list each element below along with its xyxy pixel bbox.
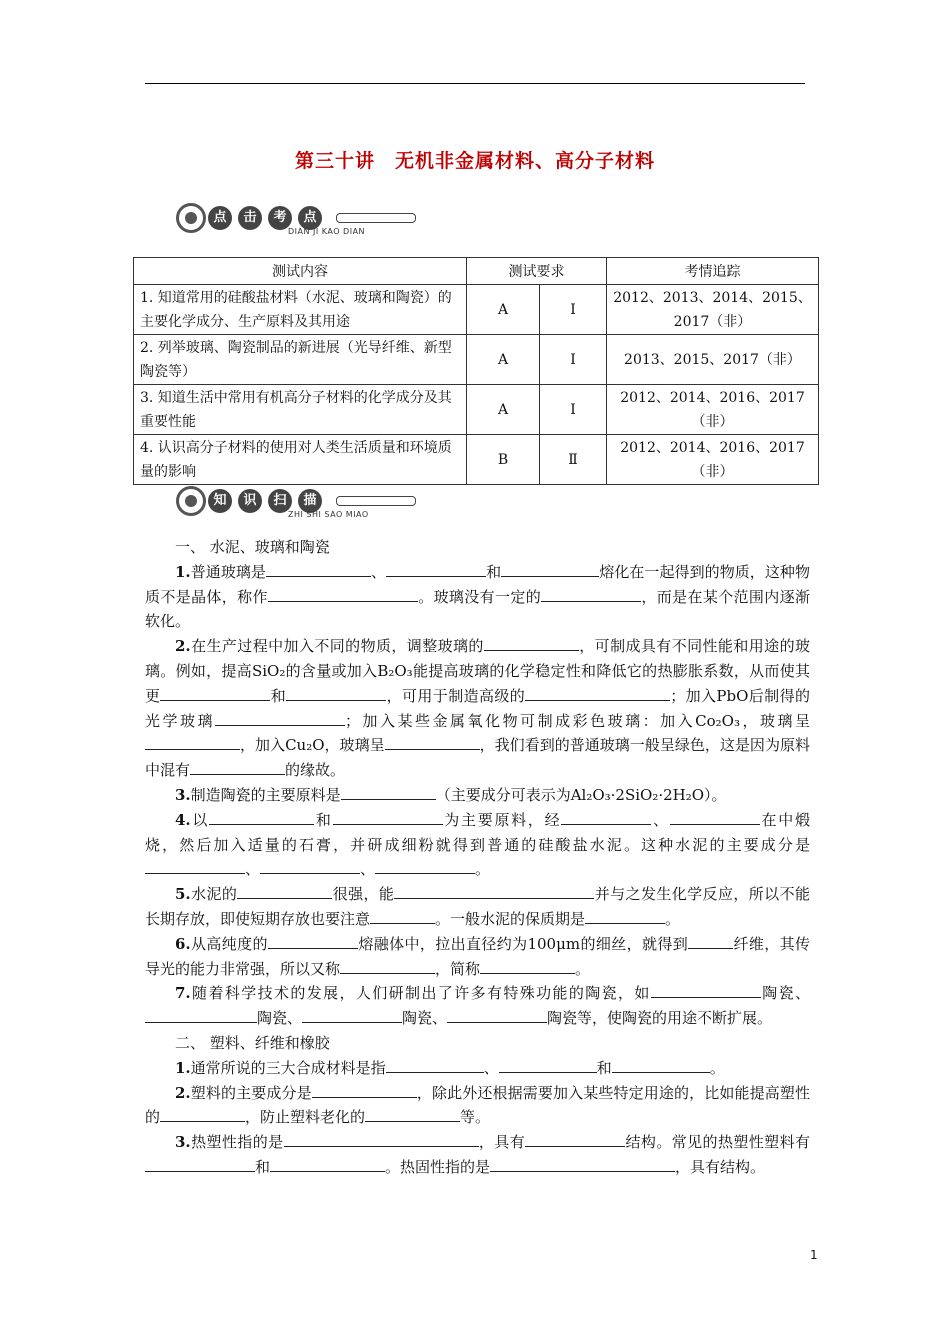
question-9	[145, 1081, 810, 1131]
cell-grade: Ⅰ	[540, 285, 607, 335]
header-rule	[145, 83, 805, 84]
section-heading: 一、 水泥、玻璃和陶瓷	[175, 538, 330, 556]
question-text: 并与之发生化学反应，所以不能长期存放，即使短期存放也要注意	[145, 885, 810, 928]
question-text: ，除此外还根据需要加入某些特定用途的，比如能提高塑性的	[145, 1083, 810, 1127]
question-text: 熔融体中，拉出直径约为100μm的细丝，就得到	[357, 934, 689, 953]
question-5	[145, 882, 810, 932]
cell-level: A	[467, 285, 540, 335]
answer-blank[interactable]	[394, 883, 594, 899]
table-row	[134, 385, 819, 435]
question-text: 和	[596, 1058, 612, 1077]
answer-blank[interactable]	[190, 759, 285, 775]
question-7	[145, 981, 810, 1031]
cell-content: 1. 知道常用的硅酸盐材料（水泥、玻璃和陶瓷）的主要化学成分、生产原料及其用途	[134, 285, 467, 335]
question-text: 制造陶瓷的主要原料是	[190, 785, 341, 804]
badge-char: 描	[298, 489, 322, 513]
badge-subtitle: DIAN JI KAO DIAN	[288, 227, 366, 236]
badge-char: 点	[298, 206, 322, 230]
cell-content: 3. 知道生活中常用有机高分子材料的化学成分及其重要性能	[134, 385, 467, 435]
header-content: 测试内容	[134, 258, 467, 285]
question-text: 很强，能	[332, 885, 395, 904]
answer-blank[interactable]	[525, 1131, 625, 1147]
table-row	[134, 435, 819, 485]
header-requirement: 测试要求	[467, 258, 607, 285]
badge-bar	[336, 213, 416, 223]
question-8	[145, 1056, 810, 1081]
table-row	[134, 335, 819, 385]
answer-blank[interactable]	[651, 982, 761, 998]
badge-char: 知	[208, 489, 232, 513]
question-text: 陶瓷、	[402, 1009, 448, 1028]
badge-char: 识	[238, 489, 262, 513]
answer-blank[interactable]	[268, 586, 418, 602]
question-text: 的缘故。	[285, 761, 346, 780]
worksheet-body	[145, 535, 810, 1180]
answer-blank[interactable]	[302, 1007, 402, 1023]
question-text: 和	[486, 562, 502, 581]
question-number: 2.	[175, 1083, 191, 1102]
answer-blank[interactable]	[386, 561, 486, 577]
cell-grade: Ⅰ	[540, 385, 607, 435]
section-badge-dianjikaodian	[176, 203, 421, 239]
question-text: ，加入Cu₂O，玻璃呈	[240, 736, 385, 755]
badge-emblem-icon	[176, 486, 206, 516]
cell-content: 4. 认识高分子材料的使用对人类生活质量和环境质量的影响	[134, 435, 467, 485]
cell-content: 2. 列举玻璃、陶瓷制品的新进展（光导纤维、新型陶瓷等）	[134, 335, 467, 385]
question-text: 纤维，其传导光的能力非常强，所以又称	[145, 934, 810, 978]
question-number: 6.	[175, 934, 191, 953]
exam-table	[133, 257, 819, 485]
question-3	[145, 783, 810, 808]
question-2	[145, 634, 810, 783]
badge-char: 扫	[268, 489, 292, 513]
answer-blank[interactable]	[585, 908, 665, 924]
question-number: 2.	[175, 637, 191, 656]
answer-blank[interactable]	[365, 1106, 460, 1122]
question-text: 、	[483, 1058, 499, 1077]
question-text: 熔化在一起得到的物质，这种物质不是晶体，称作	[145, 562, 810, 606]
question-text: 普通玻璃是	[190, 562, 266, 581]
question-number: 3.	[175, 1133, 191, 1152]
question-text: 水泥的	[190, 885, 238, 904]
answer-blank[interactable]	[160, 1106, 245, 1122]
answer-blank[interactable]	[215, 710, 345, 726]
question-text: 。	[475, 860, 491, 879]
badge-emblem-icon	[176, 203, 206, 233]
question-text: ；加入PbO后制得的光学玻璃	[145, 686, 810, 730]
question-text: 。	[709, 1058, 725, 1077]
page-title: 第三十讲 无机非金属材料、高分子材料	[294, 150, 655, 172]
question-text: 以	[190, 810, 210, 829]
question-text: 、	[360, 860, 376, 879]
answer-blank[interactable]	[375, 858, 475, 874]
answer-blank[interactable]	[499, 1057, 597, 1073]
table-row	[134, 285, 819, 335]
question-text: （主要成分可表示为Al₂O₃·2SiO₂·2H₂O）。	[435, 785, 727, 804]
question-text: ，而是在某个范围内逐渐软化。	[145, 587, 810, 631]
answer-blank[interactable]	[286, 685, 386, 701]
cell-level: B	[467, 435, 540, 485]
question-text: ，防止塑料老化的	[245, 1108, 366, 1127]
question-text: 和	[255, 1157, 271, 1176]
cell-level: A	[467, 385, 540, 435]
answer-blank[interactable]	[333, 809, 443, 825]
question-number: 7.	[175, 984, 191, 1003]
answer-blank[interactable]	[688, 933, 733, 949]
question-text: 。玻璃没有一定的	[417, 587, 542, 606]
question-text: ，可用于制造高级的	[386, 686, 526, 705]
answer-blank[interactable]	[541, 586, 641, 602]
answer-blank[interactable]	[484, 635, 579, 651]
section-heading: 二、 塑料、纤维和橡胶	[175, 1033, 330, 1052]
question-text: 和	[270, 686, 287, 705]
question-text: 陶瓷等，使陶瓷的用途不断扩展。	[547, 1009, 773, 1028]
question-4	[145, 808, 810, 882]
page-number: 1	[810, 1248, 818, 1262]
question-text: 从高纯度的	[190, 934, 268, 953]
cell-grade: Ⅱ	[540, 435, 607, 485]
header-tracking: 考情追踪	[607, 258, 819, 285]
answer-blank[interactable]	[160, 685, 270, 701]
question-text: ，具有	[478, 1133, 526, 1152]
answer-blank[interactable]	[284, 1131, 479, 1147]
answer-blank[interactable]	[385, 734, 480, 750]
question-text: 为主要原料，经	[442, 810, 562, 829]
badge-char: 击	[238, 206, 262, 230]
answer-blank[interactable]	[145, 1156, 255, 1172]
answer-blank[interactable]	[501, 561, 599, 577]
badge-bar	[336, 496, 416, 506]
answer-blank[interactable]	[266, 561, 371, 577]
question-text: ；加入某些金属氧化物可制成彩色玻璃：加入Co₂O₃，玻璃呈	[345, 711, 810, 730]
question-text: 热塑性指的是	[190, 1133, 284, 1152]
answer-blank[interactable]	[525, 685, 670, 701]
question-text: 。热固性指的是	[385, 1157, 491, 1176]
cell-tracking: 2012、2014、2016、2017（非）	[607, 435, 819, 485]
answer-blank[interactable]	[370, 908, 435, 924]
question-text: ，简称	[435, 959, 481, 978]
question-text: 等。	[460, 1108, 491, 1127]
cell-level: A	[467, 335, 540, 385]
question-text: 陶瓷、	[257, 1009, 303, 1028]
answer-blank[interactable]	[341, 784, 436, 800]
answer-blank[interactable]	[145, 1007, 257, 1023]
question-text: 、	[245, 860, 261, 879]
cell-tracking: 2012、2014、2016、2017（非）	[607, 385, 819, 435]
answer-blank[interactable]	[209, 809, 314, 825]
question-text: ，具有结构。	[675, 1157, 766, 1176]
cell-tracking: 2012、2013、2014、2015、2017（非）	[607, 285, 819, 335]
section-badge-zhishisaomiao	[176, 486, 421, 522]
answer-blank[interactable]	[312, 1082, 417, 1098]
answer-blank[interactable]	[561, 809, 651, 825]
answer-blank[interactable]	[237, 883, 332, 899]
question-text: 在中煅烧，然后加入适量的石膏，并研成细粉就得到普通的硅酸盐水泥。这种水泥的主要成分是	[145, 810, 810, 854]
question-text: 陶瓷、	[760, 984, 810, 1003]
answer-blank[interactable]	[145, 734, 240, 750]
question-text: 。	[665, 909, 681, 928]
question-text: 在生产过程中加入不同的物质，调整玻璃的	[190, 637, 484, 656]
answer-blank[interactable]	[480, 958, 575, 974]
table-header-row	[134, 258, 819, 285]
answer-blank[interactable]	[260, 858, 360, 874]
cell-tracking: 2013、2015、2017（非）	[607, 335, 819, 385]
answer-blank[interactable]	[145, 858, 245, 874]
question-10	[145, 1130, 810, 1180]
question-number: 4.	[175, 810, 191, 829]
answer-blank[interactable]	[612, 1057, 710, 1073]
question-text: 塑料的主要成分是	[190, 1083, 312, 1102]
question-text: 。	[575, 959, 591, 978]
answer-blank[interactable]	[447, 1007, 547, 1023]
answer-blank[interactable]	[268, 933, 358, 949]
question-text: 、	[651, 810, 670, 829]
cell-grade: Ⅰ	[540, 335, 607, 385]
question-text: ，我们看到的普通玻璃一般呈绿色，这是因为原料中混有	[145, 736, 810, 780]
answer-blank[interactable]	[490, 1156, 675, 1172]
question-number: 1.	[175, 562, 191, 581]
question-1	[145, 560, 810, 634]
question-text: ，可制成具有不同性能和用途的玻璃。例如，提高SiO₂的含量或加入B₂O₃能提高玻璃的化学稳定性和降低它的热膨胀系数，从而使其更	[145, 637, 810, 705]
answer-blank[interactable]	[340, 958, 435, 974]
badge-char: 考	[268, 206, 292, 230]
question-text: 结构。常见的热塑性塑料有	[625, 1133, 810, 1152]
answer-blank[interactable]	[270, 1156, 385, 1172]
question-text: 通常所说的三大合成材料是指	[190, 1058, 386, 1077]
question-text: 随着科学技术的发展，人们研制出了许多有特殊功能的陶瓷，如	[190, 984, 651, 1003]
question-text: 和	[314, 810, 333, 829]
badge-subtitle: ZHI SHI SAO MIAO	[288, 510, 369, 519]
question-number: 3.	[175, 785, 191, 804]
question-number: 1.	[175, 1058, 191, 1077]
answer-blank[interactable]	[670, 809, 760, 825]
question-6	[145, 932, 810, 982]
question-text: 。一般水泥的保质期是	[435, 909, 586, 928]
answer-blank[interactable]	[386, 1057, 484, 1073]
badge-char: 点	[208, 206, 232, 230]
question-number: 5.	[175, 885, 191, 904]
question-text: 、	[371, 562, 387, 581]
